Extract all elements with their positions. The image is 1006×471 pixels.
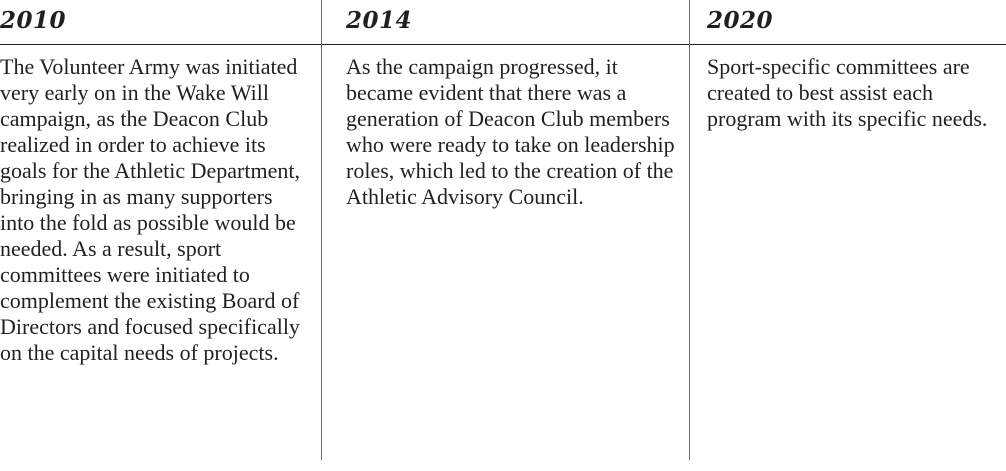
timeline-header-row [0,0,1006,44]
year-heading-2014: 2014 [346,7,413,34]
column-text-2010: The Volunteer Army was initiated very early on in the Wake Will campaign, as the Deacon Club realized in order to achieve its goals for the Athletic Department, bringing in as many supporters into the fold as possible would be needed. As a result, sport committees were initiated to complement the existing Board of Directors and focused specifically on the capital needs of projects. [0,54,300,365]
column-text-2020: Sport-specific committees are created to best assist each program with its specific needs. [707,54,988,131]
year-heading-2020: 2020 [707,7,774,34]
header-rule [0,44,1006,45]
column-text-2014: As the campaign progressed, it became evident that there was a generation of Deacon Club members who were ready to take on leadership roles, which led to the creation of the Athletic Advisory Council. [346,54,675,209]
column-divider-2 [689,0,690,460]
column-divider-1 [321,0,322,460]
year-heading-2010: 2010 [0,7,67,34]
